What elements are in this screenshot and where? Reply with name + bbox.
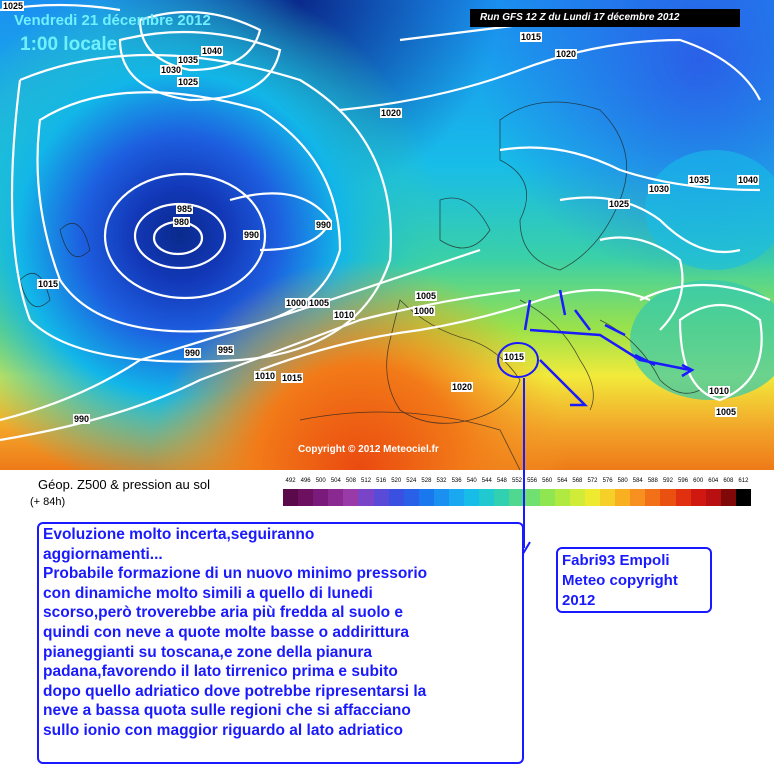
isobar-label: 1000 — [286, 298, 307, 308]
scale-swatch — [419, 489, 435, 506]
comment-line: padana,favorendo il lato tirrenico prima e subito — [43, 663, 398, 681]
isobar-label: 1035 — [178, 55, 199, 65]
isobar-label: 990 — [244, 230, 260, 240]
scale-tick-label: 500 — [315, 478, 326, 484]
isobar-label: 1005 — [416, 291, 437, 301]
scale-tick-label: 588 — [647, 478, 658, 484]
model-run-label: Run GFS 12 Z du Lundi 17 décembre 2012 — [470, 9, 740, 27]
scale-swatch — [721, 489, 737, 506]
comment-line: Probabile formazione di un nuovo minimo pressorio — [43, 565, 428, 583]
forecast-date: Vendredi 21 décembre 2012 — [14, 12, 211, 29]
forecast-comment — [37, 522, 524, 764]
scale-tick-label: 544 — [481, 478, 492, 484]
scale-tick-label: 536 — [451, 478, 462, 484]
isobar-label: 1010 — [334, 310, 355, 320]
scale-tick-label: 556 — [527, 478, 538, 484]
scale-swatch — [343, 489, 359, 506]
scale-tick-label: 572 — [587, 478, 598, 484]
isobar-label: 1030 — [649, 184, 670, 194]
scale-swatch — [615, 489, 631, 506]
legend-label: Géop. Z500 & pression au sol — [38, 477, 210, 492]
scale-swatch — [283, 489, 299, 506]
scale-tick-label: 576 — [602, 478, 613, 484]
scale-swatch — [600, 489, 616, 506]
isobar-label: 1040 — [738, 175, 759, 185]
scale-tick-label: 584 — [632, 478, 643, 484]
scale-tick-label: 520 — [391, 478, 402, 484]
scale-tick-label: 532 — [436, 478, 447, 484]
scale-tick-label: 508 — [345, 478, 356, 484]
scale-tick-label: 548 — [496, 478, 507, 484]
scale-swatch — [313, 489, 329, 506]
isobar-label: 1000 — [414, 306, 435, 316]
scale-swatch — [585, 489, 601, 506]
scale-swatch — [358, 489, 374, 506]
isobar-label: 1015 — [38, 279, 59, 289]
scale-tick-label: 540 — [466, 478, 477, 484]
author-line: 2012 — [562, 592, 596, 609]
scale-tick-label: 612 — [738, 478, 749, 484]
scale-tick-label: 512 — [361, 478, 372, 484]
scale-swatch — [676, 489, 692, 506]
color-scale — [283, 478, 751, 510]
scale-swatch — [494, 489, 510, 506]
scale-swatch — [434, 489, 450, 506]
scale-swatch — [374, 489, 390, 506]
author-line: Fabri93 Empoli — [562, 552, 670, 569]
scale-tick-label: 552 — [511, 478, 522, 484]
scale-tick-label: 568 — [572, 478, 583, 484]
isobar-label: 1015 — [282, 373, 303, 383]
isobar-label: 1035 — [689, 175, 710, 185]
isobar-label: 1015 — [521, 32, 542, 42]
scale-swatch — [328, 489, 344, 506]
isobar-label: 1030 — [161, 65, 182, 75]
isobar-label: 1020 — [381, 108, 402, 118]
scale-tick-label: 608 — [723, 478, 734, 484]
isobar-label: 990 — [316, 220, 332, 230]
author-line: Meteo copyright — [562, 572, 678, 589]
scale-swatch — [555, 489, 571, 506]
comment-line: Evoluzione molto incerta,seguiranno — [43, 526, 315, 543]
scale-swatch — [479, 489, 495, 506]
isobar-label: 1020 — [556, 49, 577, 59]
comment-line: con dinamiche molto simili a quello di lunedi — [43, 584, 373, 602]
scale-tick-label: 564 — [557, 478, 568, 484]
scale-swatch — [706, 489, 722, 506]
author-credit — [556, 547, 712, 613]
scale-swatch — [630, 489, 646, 506]
comment-line: pianeggianti su toscana,e zone della pianura — [43, 643, 373, 661]
scale-tick-label: 600 — [693, 478, 704, 484]
scale-tick-label: 604 — [708, 478, 719, 484]
comment-line: sullo ionio con maggior riguardo al lato adriatico — [43, 721, 403, 739]
scale-swatch — [570, 489, 586, 506]
scale-swatch — [389, 489, 405, 506]
scale-tick-label: 560 — [542, 478, 553, 484]
scale-swatch — [298, 489, 314, 506]
isobar-label: 1005 — [716, 407, 737, 417]
scale-tick-label: 580 — [617, 478, 628, 484]
scale-tick-label: 496 — [300, 478, 311, 484]
isobar-label: 990 — [185, 348, 201, 358]
comment-line: scorso,però troverebbe aria più fredda al suolo e — [43, 604, 404, 622]
isobar-label: 1040 — [202, 46, 223, 56]
copyright-notice: Copyright © 2012 Meteociel.fr — [298, 444, 439, 455]
scale-swatch — [404, 489, 420, 506]
isobar-label: 990 — [74, 414, 90, 424]
comment-line: aggiornamenti... — [43, 545, 163, 563]
scale-tick-label: 524 — [406, 478, 417, 484]
scale-swatch — [509, 489, 525, 506]
isobar-label: 1015 — [504, 352, 525, 362]
comment-line: neve a bassa quota sulle regioni che si affacciano — [43, 702, 411, 720]
isobar-label: 995 — [218, 345, 234, 355]
isobar-label: 1025 — [3, 1, 24, 11]
isobar-label: 1010 — [709, 386, 730, 396]
isobar-label: 1010 — [255, 371, 276, 381]
scale-tick-label: 528 — [421, 478, 432, 484]
forecast-time: 1:00 locale — [20, 34, 118, 55]
scale-swatch — [449, 489, 465, 506]
scale-tick-label: 492 — [285, 478, 296, 484]
scale-tick-label: 516 — [376, 478, 387, 484]
scale-swatch — [645, 489, 661, 506]
isobar-label: 1020 — [452, 382, 473, 392]
isobar-label: 985 — [177, 204, 193, 214]
scale-swatch — [660, 489, 676, 506]
scale-tick-label: 592 — [662, 478, 673, 484]
scale-tick-label: 596 — [678, 478, 689, 484]
scale-swatch — [464, 489, 480, 506]
isobar-label: 1025 — [609, 199, 630, 209]
comment-line: quindi con neve a quote molte basse o addirittura — [43, 623, 410, 641]
comment-line: dopo quello adriatico dove potrebbe ripresentarsi la — [43, 682, 427, 700]
scale-tick-label: 504 — [330, 478, 341, 484]
isobar-label: 980 — [174, 217, 190, 227]
legend-sublabel: (+ 84h) — [30, 496, 66, 508]
isobar-label: 1025 — [178, 77, 199, 87]
isobar-label: 1005 — [309, 298, 330, 308]
scale-swatch — [691, 489, 707, 506]
scale-swatch — [736, 489, 752, 506]
scale-swatch — [540, 489, 556, 506]
scale-swatch — [525, 489, 541, 506]
